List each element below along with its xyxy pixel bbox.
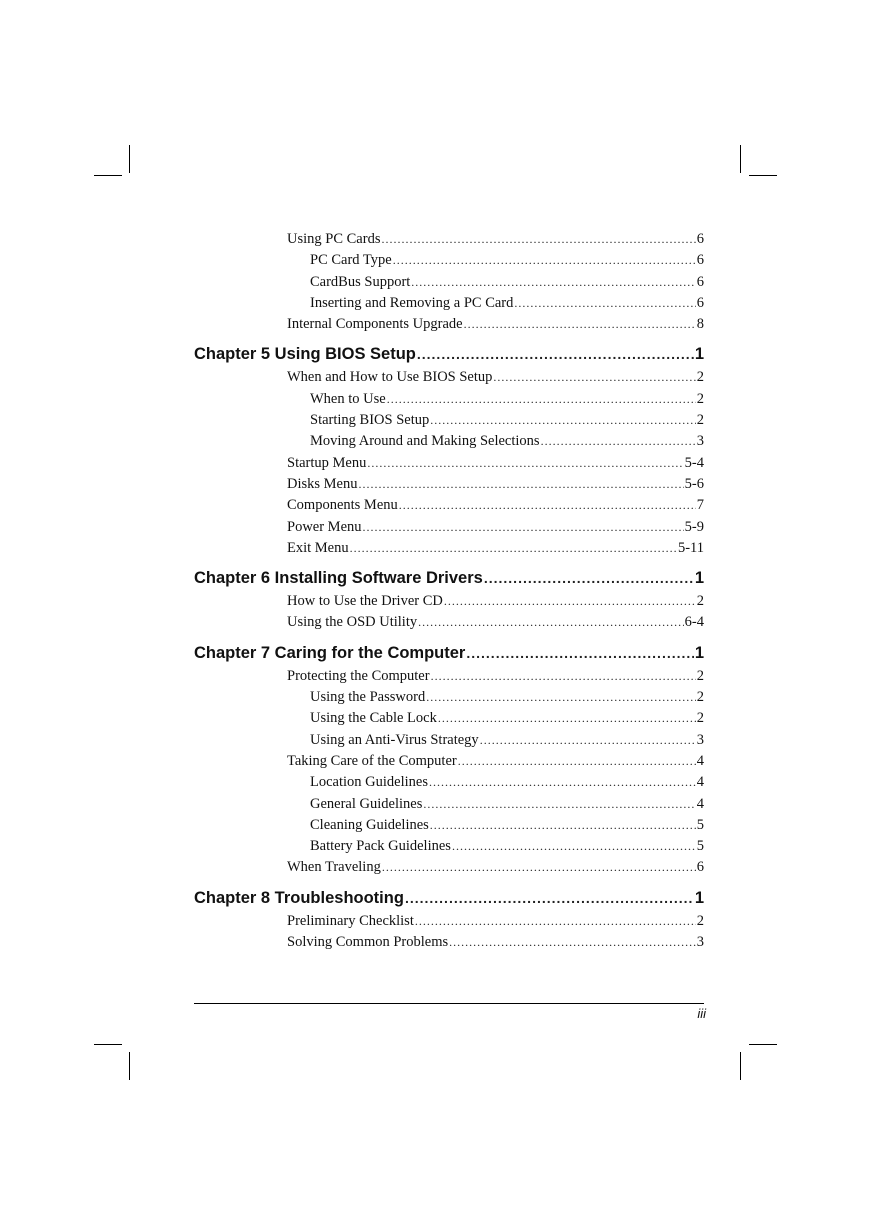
toc-chapter-entry[interactable] — [194, 566, 704, 590]
crop-mark — [94, 175, 122, 176]
toc-entry[interactable] — [194, 367, 704, 388]
toc-entry-title: Battery Pack Guidelines — [310, 838, 451, 855]
toc-entry-title: Protecting the Computer — [287, 667, 430, 684]
dot-leader — [423, 794, 695, 815]
toc-entry-title: When and How to Use BIOS Setup — [287, 369, 493, 386]
toc-entry-page: 2 — [696, 667, 704, 684]
toc-entry-page: 6 — [696, 859, 704, 876]
toc-entry[interactable] — [194, 687, 704, 708]
toc-entry-page: 5 — [696, 838, 704, 855]
toc-entry-title: Solving Common Problems — [287, 934, 449, 951]
toc-entry-title: Preliminary Checklist — [287, 912, 414, 929]
dot-leader — [466, 641, 693, 665]
toc-entry-title: Exit Menu — [287, 539, 349, 556]
toc-entry[interactable] — [194, 453, 704, 474]
toc-entry-title: Startup Menu — [287, 454, 367, 471]
crop-mark — [129, 1052, 130, 1080]
toc-entry-page: 5-4 — [684, 454, 704, 471]
toc-entry[interactable] — [194, 431, 704, 452]
dot-leader — [405, 886, 694, 910]
toc-entry-title: When Traveling — [287, 859, 381, 876]
dot-leader — [480, 730, 696, 751]
dot-leader — [418, 612, 684, 633]
toc-entry-title: Starting BIOS Setup — [310, 412, 430, 429]
toc-entry-page: 1 — [694, 569, 704, 588]
toc-entry-page: 5-6 — [684, 475, 704, 492]
dot-leader — [464, 314, 696, 335]
dot-leader — [363, 517, 684, 538]
toc-entry[interactable] — [194, 229, 704, 250]
toc-chapter-entry[interactable] — [194, 342, 704, 366]
toc-entry-page: 6 — [696, 252, 704, 269]
toc-entry-page: 5-9 — [684, 518, 704, 535]
dot-leader — [367, 453, 683, 474]
toc-entry-title: Chapter 6 Installing Software Drivers — [194, 569, 483, 588]
toc-entry[interactable] — [194, 772, 704, 793]
toc-entry-page: 8 — [696, 316, 704, 333]
dot-leader — [458, 751, 696, 772]
toc-entry[interactable] — [194, 272, 704, 293]
toc-entry[interactable] — [194, 495, 704, 516]
crop-mark — [94, 1044, 122, 1045]
dot-leader — [387, 389, 696, 410]
dot-leader — [449, 932, 696, 953]
toc-entry-page: 3 — [696, 934, 704, 951]
toc-entry-page: 2 — [696, 390, 704, 407]
toc-entry[interactable] — [194, 410, 704, 431]
toc-entry-title: Location Guidelines — [310, 774, 428, 791]
toc-entry[interactable] — [194, 857, 704, 878]
toc-entry-title: Chapter 7 Caring for the Computer — [194, 643, 466, 662]
crop-mark — [129, 145, 130, 173]
toc-entry-page: 6 — [696, 231, 704, 247]
toc-entry-page: 4 — [696, 752, 704, 769]
toc-entry-page: 5 — [696, 816, 704, 833]
toc-entry-page: 2 — [696, 412, 704, 429]
toc-entry-title: Cleaning Guidelines — [310, 816, 429, 833]
dot-leader — [411, 272, 695, 293]
toc-entry-title: General Guidelines — [310, 795, 423, 812]
dot-leader — [350, 538, 677, 559]
toc-entry-page: 3 — [696, 731, 704, 748]
toc-entry[interactable] — [194, 389, 704, 410]
toc-entry[interactable] — [194, 708, 704, 729]
dot-leader — [541, 431, 696, 452]
crop-mark — [740, 1052, 741, 1080]
dot-leader — [429, 772, 696, 793]
toc-entry-page: 2 — [696, 369, 704, 386]
toc-entry[interactable] — [194, 591, 704, 612]
dot-leader — [382, 857, 696, 878]
toc-entry-title: Moving Around and Making Selections — [310, 433, 540, 450]
toc-entry-title: CardBus Support — [310, 273, 411, 290]
toc-entry-title: When to Use — [310, 390, 386, 407]
toc-entry-title: PC Card Type — [310, 252, 392, 269]
dot-leader — [381, 229, 695, 250]
crop-mark — [749, 1044, 777, 1045]
toc-entry-title: Taking Care of the Computer — [287, 752, 457, 769]
toc-entry-page: 4 — [696, 774, 704, 791]
toc-entry[interactable] — [194, 314, 704, 335]
toc-entry[interactable] — [194, 666, 704, 687]
crop-mark — [749, 175, 777, 176]
toc-entry-title: Using the Password — [310, 689, 426, 706]
dot-leader — [431, 666, 696, 687]
crop-mark — [740, 145, 741, 173]
dot-leader — [417, 342, 694, 366]
toc-entry-title: Using the OSD Utility — [287, 614, 418, 631]
dot-leader — [399, 495, 696, 516]
toc-entry-page: 2 — [696, 689, 704, 706]
dot-leader — [438, 708, 696, 729]
dot-leader — [430, 410, 696, 431]
toc-entry[interactable] — [194, 911, 704, 932]
toc-entry-page: 3 — [696, 433, 704, 450]
toc-entry-page: 5-11 — [677, 539, 704, 556]
toc-entry[interactable] — [194, 932, 704, 953]
toc-entry[interactable] — [194, 293, 704, 314]
toc-entry[interactable] — [194, 815, 704, 836]
toc-entry-title: Power Menu — [287, 518, 362, 535]
toc-entry-title: Using an Anti-Virus Strategy — [310, 731, 479, 748]
dot-leader — [415, 911, 696, 932]
dot-leader — [493, 367, 695, 388]
dot-leader — [359, 474, 684, 495]
toc-entry-title: Chapter 5 Using BIOS Setup — [194, 345, 416, 364]
dot-leader — [426, 687, 696, 708]
dot-leader — [444, 591, 696, 612]
dot-leader — [484, 566, 694, 590]
toc-entry-page: 6-4 — [684, 614, 704, 631]
dot-leader — [393, 250, 696, 271]
toc-entry-page: 6 — [696, 273, 704, 290]
dot-leader — [430, 815, 696, 836]
toc-entry-title: Using PC Cards — [287, 231, 381, 247]
dot-leader — [514, 293, 695, 314]
footer-rule — [194, 1003, 704, 1004]
toc-entry[interactable] — [194, 730, 704, 751]
toc-entry-title: Internal Components Upgrade — [287, 316, 463, 333]
toc-entry[interactable] — [194, 836, 704, 857]
toc-entry[interactable] — [194, 474, 704, 495]
toc-entry-page: 1 — [694, 888, 704, 907]
toc-entry-page: 2 — [696, 593, 704, 610]
toc-chapter-entry[interactable] — [194, 641, 704, 665]
dot-leader — [452, 836, 696, 857]
toc-entry-page: 1 — [694, 345, 704, 364]
toc-entry-page: 6 — [696, 294, 704, 311]
toc-entry-page: 2 — [696, 912, 704, 929]
toc-entry[interactable] — [194, 538, 704, 559]
toc-entry-title: Inserting and Removing a PC Card — [310, 294, 514, 311]
toc-entry[interactable] — [194, 517, 704, 538]
page-number: iii — [697, 1006, 706, 1021]
toc-entry[interactable] — [194, 794, 704, 815]
toc-entry[interactable] — [194, 751, 704, 772]
toc-entry-page: 2 — [696, 710, 704, 727]
toc-entry-title: Disks Menu — [287, 475, 358, 492]
toc-entry-title: Components Menu — [287, 497, 398, 514]
toc-entry[interactable] — [194, 250, 704, 271]
toc-entry-title: Chapter 8 Troubleshooting — [194, 888, 404, 907]
toc-chapter-entry[interactable] — [194, 886, 704, 910]
toc-entry-page: 1 — [694, 643, 704, 662]
toc-entry-title: Using the Cable Lock — [310, 710, 437, 727]
toc-entry-title: How to Use the Driver CD — [287, 593, 443, 610]
toc-entry-page: 7 — [696, 497, 704, 514]
toc-entry-page: 4 — [696, 795, 704, 812]
table-of-contents — [194, 229, 704, 953]
toc-entry[interactable] — [194, 612, 704, 633]
